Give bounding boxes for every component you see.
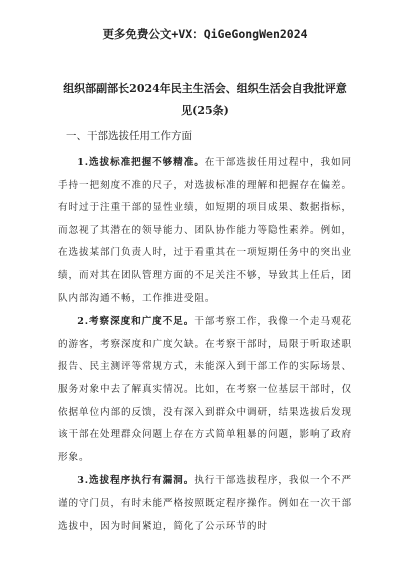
paragraph-2-body: 干部考察工作，我像一个走马观花的游客，考察深度和广度欠缺。在考察干部时，局限于听取述职报告、民主测评等常规方式，未能深入到干部工作的实际场景、服务对象中去了解真实情况。比如，在考察一位基层干部时，仅依据单位内部的反馈，没有深入到群众中调研，结果选拔后发现该干部在处理群众问题上存在方式简单粗暴的问题，影响了政府形象。 bbox=[58, 316, 352, 463]
paragraph-1-body: 在干部选拔任用过程中，我如同手持一把刻度不准的尺子，对选拔标准的理解和把握存在偏差。有时过于注重干部的显性业绩，如短期的项目成果、数据指标，而忽视了其潜在的领导能力、团队协作能力等隐性素养。例如，在选拔某部门负责人时，过于看重其在一项短期任务中的突出业绩，而对其在团队管理方面的不足关注不够，导致其上任后，团队内部沟通不畅，工作推进受阻。 bbox=[58, 157, 352, 304]
paragraph-1 bbox=[58, 152, 352, 310]
paragraph-2-lead: 2.考察深度和广度不足。 bbox=[77, 316, 195, 328]
paragraph-1-lead: 1.选拔标准把握不够精准。 bbox=[77, 157, 205, 168]
promo-banner: 更多免费公文+VX：QiGeGongWen2024 bbox=[102, 27, 308, 41]
paragraph-3-body: 执行干部选拔程序，我似一个不严谨的守门员，有时未能严格按照既定程序操作。例如在一次干部选拔中，因为时间紧迫，简化了公示环节的时 bbox=[58, 475, 352, 532]
paragraph-2 bbox=[58, 311, 352, 469]
paragraph-3-lead: 3.选拔程序执行有漏洞。 bbox=[77, 475, 195, 487]
paragraph-3 bbox=[58, 470, 352, 538]
document-title: 组织部副部长2024年民主生活会、组织生活会自我批评意见(25条) bbox=[63, 82, 347, 117]
section-heading-1: 一、干部选拔任用工作方面 bbox=[66, 130, 192, 142]
